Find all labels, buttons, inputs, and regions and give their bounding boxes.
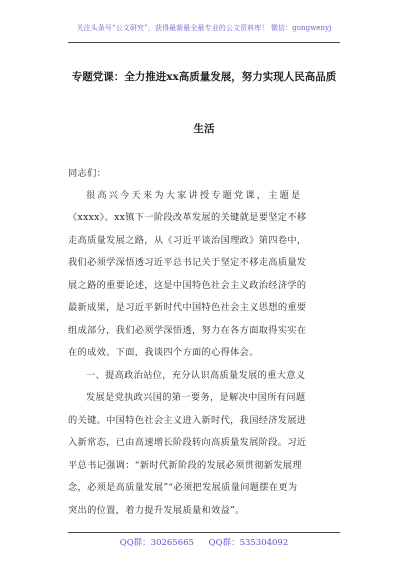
document-title-line-2: 生活 [193, 123, 215, 135]
body-line: 组成部分，我们必须学深悟透，努力在各方面取得实实在 [68, 325, 307, 336]
salutation: 同志们： [68, 168, 107, 179]
body-line: 很高兴今天来为大家讲授专题党课，主题是 [86, 190, 303, 201]
body-line: 我们必须学深悟透习近平总书记关于坚定不移走高质量发 [68, 257, 307, 268]
body-line: 突出的位置，着力提升发展质量和效益”。 [68, 505, 245, 516]
body-line: 平总书记强调：“新时代新阶段的发展必须贯彻新发展理 [68, 460, 302, 471]
body-line: 发展是党执政兴国的第一要务，是解决中国所有问题 [86, 392, 306, 403]
header-banner: 关注头条号“公文研究”，获得最新最全最专业的公文资料库！ 微信：gongwenyj [76, 24, 332, 32]
footer-divider [68, 532, 340, 533]
body-line: 在的成效。下面，我谈四个方面的心得体会。 [68, 347, 259, 358]
section-heading: 一、提高政治站位，充分认识高质量发展的重大意义 [86, 370, 306, 381]
body-line: 的关键。中国特色社会主义进入新时代，我国经济发展进 [68, 415, 307, 426]
body-line: 入新常态，已由高速增长阶段转向高质量发展阶段。习近 [68, 437, 307, 448]
header-divider [68, 42, 340, 43]
body-line: 展之路的重要论述，这是中国特色社会主义政治经济学的 [68, 280, 307, 291]
body-line: 走高质量发展之路，从《习近平谈治国理政》第四卷中， [68, 235, 307, 246]
document-title-line-1: 专题党课：全力推进xx高质量发展，努力实现人民高品质 [71, 71, 337, 83]
body-line: 最新成果，是习近平新时代中国特色社会主义思想的重要 [68, 302, 307, 313]
footer-qq-group-2: QQ群：535304092 [208, 538, 289, 548]
body-line: 《xxxx》。xx镇下一阶段改革发展的关键就是要坚定不移 [68, 212, 307, 223]
footer-qq-group-1: QQ群：30265665 [119, 538, 194, 548]
footer-contacts [0, 536, 408, 548]
body-line: 念，必须是高质量发展”“必须把发展质量问题摆在更为 [68, 482, 298, 493]
